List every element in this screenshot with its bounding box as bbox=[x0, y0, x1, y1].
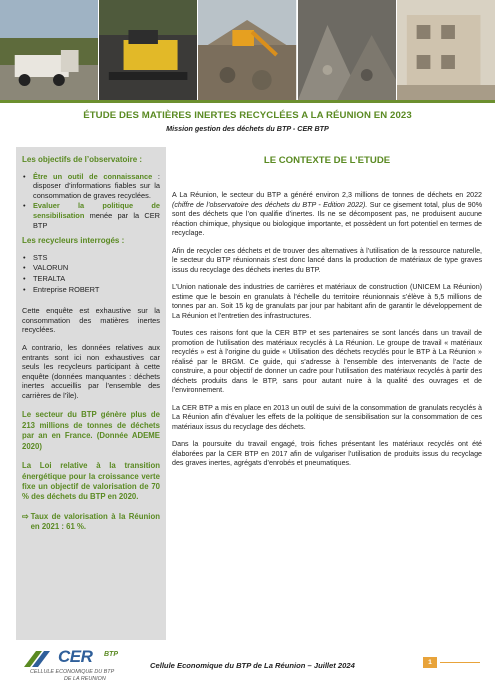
p1-text-end: Sur ce gisement total, plus de 90% sont des déchets que l’on qualifie d’inertes. Ils ne se décomposent pas, ne produisent aucune réaction chimique, physique ou biologique importante, et possèdent un fort potentiel en termes de recyclage. bbox=[172, 200, 482, 237]
context-paragraph-3: L’Union nationale des industries de carrières et matériaux de construction (UNICEM La Réunion) estime que le besoin en granulats à l’échelle du territoire réunionnais s’élève à 5,5 millions de tonnes par an. Soit 15 kg de granulats par jour par habitant afin de garantir le développement de La Réunion et l’entretien des infrastructures. bbox=[172, 283, 482, 320]
photo-aggregate-heap bbox=[298, 0, 397, 100]
context-paragraph-1 bbox=[172, 191, 482, 239]
objectives-list bbox=[22, 172, 160, 231]
recovery-rate-text: Taux de valorisation à la Réunion en 2021 : 61 %. bbox=[30, 511, 160, 532]
objective-highlight: Evaluer la politique de sensibilisation bbox=[33, 201, 160, 220]
section-title: LE CONTEXTE DE L’ETUDE bbox=[263, 155, 391, 166]
arrow-right-icon: ⇨ bbox=[22, 511, 29, 521]
footer-credit: Cellule Economique du BTP de La Réunion – Juillet 2024 bbox=[150, 661, 355, 670]
page-number-badge: 1 bbox=[423, 657, 437, 668]
main-content bbox=[172, 191, 482, 477]
photo-building-construction bbox=[397, 0, 495, 100]
document-title: ÉTUDE DES MATIÈRES INERTES RECYCLÉES A LA RÉUNION EN 2023 bbox=[83, 110, 412, 121]
context-paragraph-5: La CER BTP a mis en place en 2013 un outil de suivi de la consommation de granulats recyclés à La Réunion afin d’évaluer les effets de la politique de sensibilisation sur la consommation de ces matériaux issus du recyclage des déchets. bbox=[172, 403, 482, 431]
survey-paragraph: Cette enquête est exhaustive sur la consommation des matières inertes recyclées. bbox=[22, 306, 160, 335]
cer-btp-logo bbox=[20, 645, 135, 685]
objective-highlight: Être un outil de connaissance bbox=[33, 171, 153, 181]
banner-divider bbox=[0, 100, 495, 103]
waste-fact: Le secteur du BTP génère plus de 213 millions de tonnes de déchets par an en France. (Donnée ADEME 2020) bbox=[22, 410, 160, 451]
recycler-item: • TERALTA bbox=[22, 274, 160, 284]
recycler-item: • VALORUN bbox=[22, 263, 160, 273]
photo-excavator-rubble bbox=[198, 0, 297, 100]
p1-source-citation: (chiffre de l’observatoire des déchets du BTP - Edition 2022). bbox=[172, 200, 368, 209]
context-paragraph-6: Dans la poursuite du travail engagé, trois fiches présentant les matériaux recyclés ont été élaborées par la CER BTP en 2017 afin de vulgariser l’utilisation de produits issus du recyclage des graves inertes, agrégats d’enrobés et pneumatiques. bbox=[172, 440, 482, 467]
objective-item bbox=[22, 201, 160, 230]
logo-caption-line1: CELLULE ECONOMIQUE DU BTP bbox=[30, 669, 115, 675]
photo-asphalt-paver bbox=[99, 0, 198, 100]
sidebar-panel bbox=[16, 147, 166, 640]
recycler-item: • Entreprise ROBERT bbox=[22, 285, 160, 295]
recyclers-heading: Les recycleurs interrogés : bbox=[22, 236, 125, 246]
document-subtitle: Mission gestion des déchets du BTP - CER BTP bbox=[166, 124, 329, 133]
objective-item bbox=[22, 172, 160, 201]
contrary-paragraph: A contrario, les données relatives aux entrants sont ici non exhaustives car seuls les recycleurs participant à cette enquête (données manquantes : déchets inertes accueillis par l’ensemble des carrières de l’île). bbox=[22, 342, 160, 400]
logo-btp-text: BTP bbox=[104, 651, 118, 658]
logo-caption-line2: DE LA REUNION bbox=[64, 676, 106, 682]
logo-cer-text: CER bbox=[58, 647, 93, 666]
recycler-item: • STS bbox=[22, 253, 160, 263]
header-photo-banner bbox=[0, 0, 495, 100]
objectives-heading: Les objectifs de l’observatoire : bbox=[22, 155, 143, 164]
recovery-rate-fact bbox=[22, 512, 160, 533]
footer-rule bbox=[440, 662, 480, 663]
law-fact: La Loi relative à la transition énergétique pour la croissance verte fixe un objectif de valorisation de 70 % des déchets du BTP en 2020. bbox=[22, 461, 160, 502]
context-paragraph-2: Afin de recycler ces déchets et de trouver des alternatives à l’utilisation de la ressource naturelle, le secteur du BTP réunionnais s’est donc lancé dans la production de matériaux de type graves issus du recyclage des déchets inertes du BTP. bbox=[172, 246, 482, 274]
context-paragraph-4: Toutes ces raisons font que la CER BTP et ses partenaires se sont lancés dans un travail de promotion de l’utilisation des matériaux recyclés à La Réunion. Le groupe de travail « matériaux recyclés » est à l’origine du guide « Utilisation des déchets recyclés pour le BTP à La Réunion » réalisé par le BRGM. Ce guide, qui s’adresse à l’ensemble des intervenants de l’acte de construire, a pour objectif de donner un cadre pour l’utilisation des matériaux recyclés à partir des déchets produits dans le BTP, sans pour autant nuire à la qualité des ouvrages et de l’environnement. bbox=[172, 329, 482, 394]
p1-text-start: A La Réunion, le secteur du BTP a généré environ 2,3 millions de tonnes de déchets en 2022 bbox=[172, 191, 482, 199]
recyclers-list bbox=[22, 253, 160, 294]
objective-text: menée par la CER BTP bbox=[33, 210, 160, 230]
objective-text: : disposer d’informations fiables sur la consommation de graves recyclées. bbox=[33, 171, 160, 200]
logo-mark-icon bbox=[22, 647, 56, 671]
photo-truck-recycling-site bbox=[0, 0, 99, 100]
